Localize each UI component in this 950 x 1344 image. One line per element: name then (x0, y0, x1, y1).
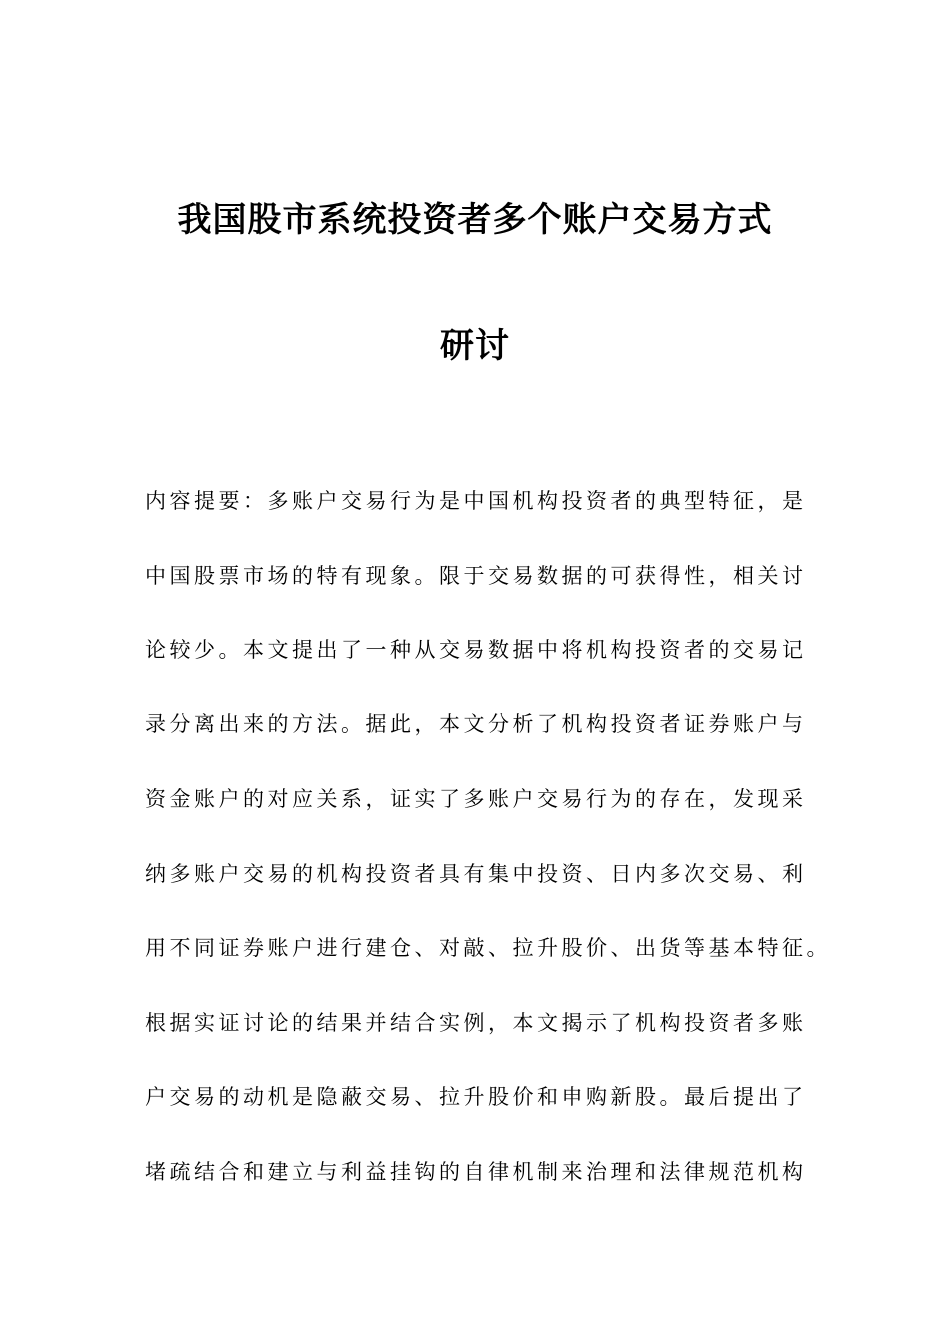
document-title-line-1: 我国股市系统投资者多个账户交易方式 (177, 200, 773, 240)
abstract-line-6: 纳多账户交易的机构投资者具有集中投资、日内多次交易、利 (145, 862, 807, 886)
abstract-line-2: 中国股票市场的特有现象。限于交易数据的可获得性，相关讨 (145, 564, 807, 588)
abstract-line-5: 资金账户的对应关系，证实了多账户交易行为的存在，发现采 (145, 787, 807, 811)
abstract-line-1: 内容提要：多账户交易行为是中国机构投资者的典型特征，是 (145, 489, 807, 513)
abstract-line-4: 录分离出来的方法。据此，本文分析了机构投资者证券账户与 (145, 712, 807, 736)
abstract-line-10: 堵疏结合和建立与利益挂钩的自律机制来治理和法律规范机构 (145, 1160, 807, 1184)
document-title-line-2: 研讨 (440, 326, 510, 366)
abstract-line-7: 用不同证券账户进行建仓、对敲、拉升股价、出货等基本特征。 (145, 936, 831, 960)
abstract-line-3: 论较少。本文提出了一种从交易数据中将机构投资者的交易记 (145, 638, 807, 662)
abstract-line-8: 根据实证讨论的结果并结合实例，本文揭示了机构投资者多账 (145, 1011, 807, 1035)
abstract-line-9: 户交易的动机是隐蔽交易、拉升股价和申购新股。最后提出了 (145, 1085, 807, 1109)
